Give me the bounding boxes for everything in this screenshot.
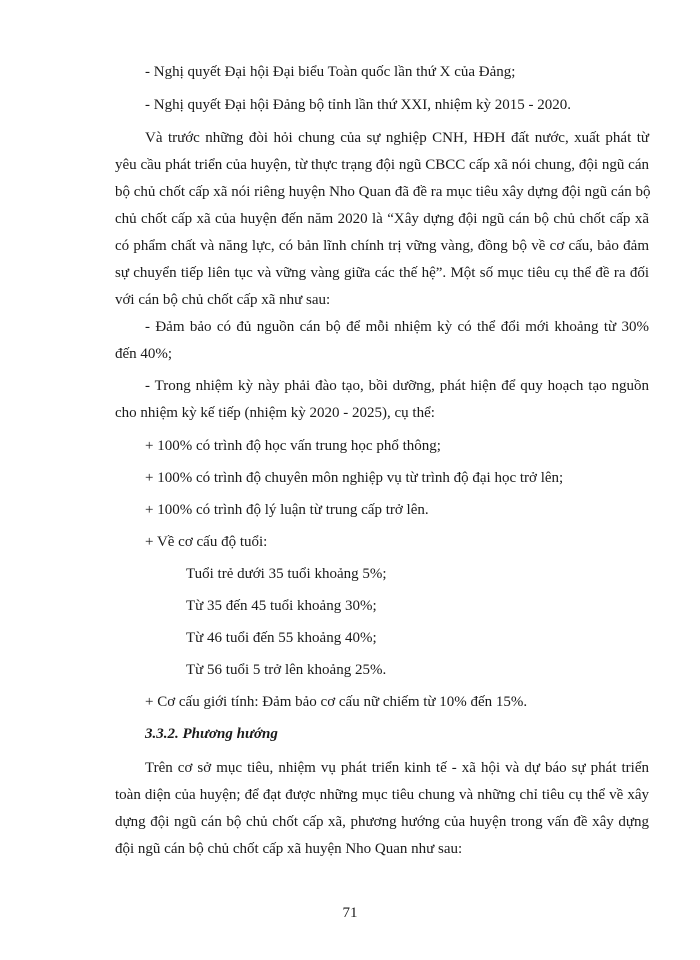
paragraph-goals-line-2: yêu cầu phát triển của huyện, từ thực trạng đội ngũ CBCC cấp xã nói chung, đội ngũ cán	[115, 157, 649, 173]
paragraph-goals-line-1: Và trước những đòi hỏi chung của sự nghiệp CNH, HĐH đất nước, xuất phát từ	[145, 130, 649, 146]
page-number: 71	[342, 905, 358, 921]
plus-item-education-level: + 100% có trình độ học vấn trung học phổ thông;	[145, 438, 441, 454]
age-item-56-plus: Từ 56 tuổi 5 trở lên khoảng 25%.	[186, 662, 387, 678]
bullet-training-line-1: - Trong nhiệm kỳ này phải đào tạo, bồi dưỡng, phát hiện để quy hoạch tạo nguồn	[145, 378, 649, 394]
paragraph-goals-line-5: có phẩm chất và năng lực, có bản lĩnh chính trị vững vàng, đồng bộ về cơ cấu, bảo đảm	[115, 238, 649, 254]
bullet-cadre-source-line-1: - Đảm bảo có đủ nguồn cán bộ để mỗi nhiệm kỳ có thể đổi mới khoảng từ 30%	[145, 319, 649, 335]
age-item-35-45: Từ 35 đến 45 tuổi khoảng 30%;	[186, 598, 377, 614]
plus-item-gender-structure: + Cơ cấu giới tính: Đảm bảo cơ cấu nữ chiếm từ 10% đến 15%.	[145, 694, 528, 710]
bullet-resolution-national-congress: - Nghị quyết Đại hội Đại biểu Toàn quốc lần thứ X của Đảng;	[145, 64, 516, 80]
paragraph-goals-line-4: chủ chốt cấp xã của huyện đến năm 2020 là “Xây dựng đội ngũ cán bộ chủ chốt cấp xã	[115, 211, 649, 227]
plus-item-professional-level: + 100% có trình độ chuyên môn nghiệp vụ từ trình độ đại học trở lên;	[145, 470, 564, 486]
paragraph-goals-line-3: bộ chủ chốt cấp xã nói riêng huyện Nho Quan đã đề ra mục tiêu xây dựng đội ngũ cán bộ	[115, 184, 651, 200]
paragraph-direction-line-1: Trên cơ sở mục tiêu, nhiệm vụ phát triển kinh tế - xã hội và dự báo sự phát triển	[145, 760, 649, 776]
paragraph-direction-line-3: dựng đội ngũ cán bộ chủ chốt cấp xã, phương hướng của huyện trong vấn đề xây dựng	[115, 814, 649, 830]
age-item-46-55: Từ 46 tuổi đến 55 khoảng 40%;	[186, 630, 377, 646]
bullet-training-line-2: cho nhiệm kỳ kế tiếp (nhiệm kỳ 2020 - 2025), cụ thể:	[115, 405, 435, 421]
age-item-under-35: Tuổi trẻ dưới 35 tuổi khoảng 5%;	[186, 566, 387, 582]
bullet-resolution-provincial-congress: - Nghị quyết Đại hội Đảng bộ tỉnh lần thứ XXI, nhiệm kỳ 2015 - 2020.	[145, 97, 571, 113]
bullet-cadre-source-line-2: đến 40%;	[115, 346, 173, 362]
paragraph-goals-line-6: sự chuyển tiếp liên tục và vững vàng giữa các thế hệ”. Một số mục tiêu cụ thể đề ra đối	[115, 265, 649, 281]
paragraph-direction-line-2: toàn diện của huyện; để đạt được những mục tiêu chung và những chỉ tiêu cụ thể về xây	[115, 787, 649, 803]
paragraph-direction-line-4: đội ngũ cán bộ chủ chốt cấp xã huyện Nho Quan như sau:	[115, 841, 463, 857]
section-heading: 3.3.2. Phương hướng	[145, 726, 278, 742]
plus-item-political-theory: + 100% có trình độ lý luận từ trung cấp trở lên.	[145, 502, 429, 518]
plus-item-age-structure: + Về cơ cấu độ tuổi:	[145, 534, 268, 550]
paragraph-goals-line-7: với cán bộ chủ chốt cấp xã như sau:	[115, 292, 331, 308]
